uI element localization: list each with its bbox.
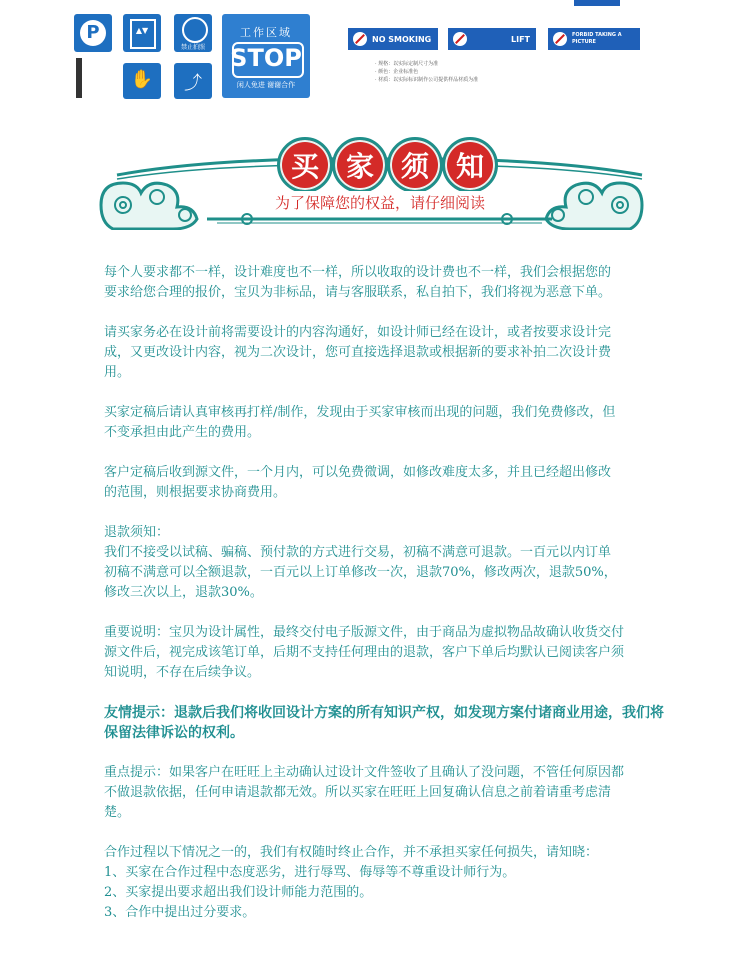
title-char-4: 知 bbox=[442, 137, 498, 193]
paragraph-line: 3、合作中提出过分要求。 bbox=[104, 905, 256, 920]
no-camera-icon bbox=[182, 17, 208, 43]
notice-paragraph bbox=[104, 263, 664, 303]
product-image-strip bbox=[0, 0, 750, 108]
paragraph-line: 成，又更改设计内容，视为二次设计，您可直接选择退款或根据新的要求补拍二次设计费 bbox=[104, 345, 612, 360]
lift-icon bbox=[453, 32, 467, 46]
stop-sign-footer: 闲人免进 谢谢合作 bbox=[236, 81, 296, 89]
paragraph-line: 合作过程以下情况之一的，我们有权随时终止合作，并不承担买家任何损失，请知晓： bbox=[104, 845, 599, 860]
hand-sign bbox=[123, 63, 161, 99]
stairs-sign bbox=[174, 63, 212, 99]
work-area-stop-sign bbox=[222, 14, 310, 98]
paragraph-line: 重要说明：宝贝为设计属性，最终交付电子版源文件，由于商品为虚拟物品故确认收货交付 bbox=[104, 625, 625, 640]
stop-sign-heading: 工作区域 bbox=[240, 26, 292, 39]
no-photo-label: FORBID TAKING A PICTURE bbox=[572, 32, 622, 45]
no-photo-door-sign bbox=[548, 28, 640, 50]
notice-paragraph bbox=[104, 403, 664, 443]
no-smoking-icon bbox=[353, 32, 367, 46]
parking-icon: P bbox=[80, 20, 106, 46]
paragraph-line: 源文件后，视完成该笔订单，后期不支持任何理由的退款，客户下单后均默认已阅读客户须 bbox=[104, 645, 625, 660]
elevator-sign bbox=[123, 14, 161, 52]
paragraph-line: 楚。 bbox=[104, 805, 131, 820]
note-line: · 颜色：企业标准色 bbox=[375, 69, 419, 75]
paragraph-line: 不做退款依据，任何申请退款都无效。所以买家在旺旺上回复确认信息之前着请重考虑清 bbox=[104, 785, 612, 800]
paragraph-line: 要求给您合理的报价，宝贝为非标品，请与客服联系，私自拍下，我们将视为恶意下单。 bbox=[104, 285, 612, 300]
notice-paragraph bbox=[104, 623, 664, 683]
notice-paragraph bbox=[104, 843, 664, 923]
notice-paragraph bbox=[104, 463, 664, 503]
partial-sign-left bbox=[76, 58, 82, 98]
paragraph-line: 保留法律诉讼的权利。 bbox=[104, 725, 244, 741]
no-smoking-label: NO SMOKING bbox=[372, 34, 432, 44]
title-char-1: 买 bbox=[277, 137, 333, 193]
paragraph-line: 2、买家提出要求超出我们设计师能力范围的。 bbox=[104, 885, 373, 900]
banner-subtitle: 为了保障您的权益，请仔细阅读 bbox=[265, 191, 495, 215]
paragraph-line: 知说明，不存在后续争议。 bbox=[104, 665, 261, 680]
stairs-icon: ⤴ bbox=[184, 73, 202, 94]
paragraph-line: 友情提示：退款后我们将收回设计方案的所有知识产权，如发现方案付诸商业用途，我们将 bbox=[104, 705, 664, 721]
paragraph-line: 客户定稿后收到源文件，一个月内，可以免费微调，如修改难度太多，并且已经超出修改 bbox=[104, 465, 612, 480]
sign-notes bbox=[375, 60, 478, 84]
stop-sign-main: STOP bbox=[230, 44, 302, 72]
lift-label: LIFT bbox=[511, 34, 530, 44]
title-char-3: 须 bbox=[387, 137, 443, 193]
notice-paragraph bbox=[104, 763, 664, 823]
paragraph-line: 用。 bbox=[104, 365, 131, 380]
no-photo-icon bbox=[553, 32, 567, 46]
note-line: · 规格：以实际定制尺寸为准 bbox=[375, 61, 439, 67]
paragraph-line: 请买家务必在设计前将需要设计的内容沟通好，如设计师已经在设计，或者按要求设计完 bbox=[104, 325, 612, 340]
no-smoking-door-sign bbox=[348, 28, 438, 50]
paragraph-line: 重点提示：如果客户在旺旺上主动确认过设计文件签收了且确认了没问题，不管任何原因都 bbox=[104, 765, 625, 780]
paragraph-line: 初稿不满意可以全额退款，一百元以上订单修改一次，退款70%，修改两次，退款50%， bbox=[104, 565, 617, 580]
elevator-arrows: ▲▼ bbox=[135, 26, 149, 35]
buyer-notice-banner bbox=[97, 135, 662, 230]
paragraph-line: 买家定稿后请认真审核再打样/制作，发现由于买家审核而出现的问题，我们免费修改，但 bbox=[104, 405, 616, 420]
notice-paragraph bbox=[104, 523, 664, 603]
notice-content bbox=[104, 263, 664, 943]
paragraph-line: 的范围，则根据要求协商费用。 bbox=[104, 485, 287, 500]
no-photo-sign bbox=[174, 14, 212, 52]
hand-icon: ✋ bbox=[130, 69, 154, 90]
paragraph-line: 不变承担由此产生的费用。 bbox=[104, 425, 261, 440]
paragraph-line: 修改三次以上，退款30%。 bbox=[104, 585, 263, 600]
title-char-2: 家 bbox=[332, 137, 388, 193]
paragraph-line: 退款须知： bbox=[104, 525, 170, 540]
lift-door-sign bbox=[448, 28, 536, 50]
notice-paragraph bbox=[104, 323, 664, 383]
paragraph-line: 每个人要求都不一样，设计难度也不一样，所以收取的设计费也不一样，我们会根据您的 bbox=[104, 265, 612, 280]
paragraph-line: 1、买家在合作过程中态度恶劣，进行辱骂、侮辱等不尊重设计师行为。 bbox=[104, 865, 516, 880]
partial-sign-top-right bbox=[574, 0, 620, 6]
notice-paragraph bbox=[104, 703, 664, 743]
note-line: · 材质：以实际标识制作公司提供样品材质为准 bbox=[375, 77, 479, 83]
no-photo-caption: 禁止拍照 bbox=[180, 44, 205, 51]
parking-sign bbox=[74, 14, 112, 52]
paragraph-line: 我们不接受以试稿、骗稿、预付款的方式进行交易，初稿不满意可退款。一百元以内订单 bbox=[104, 545, 612, 560]
